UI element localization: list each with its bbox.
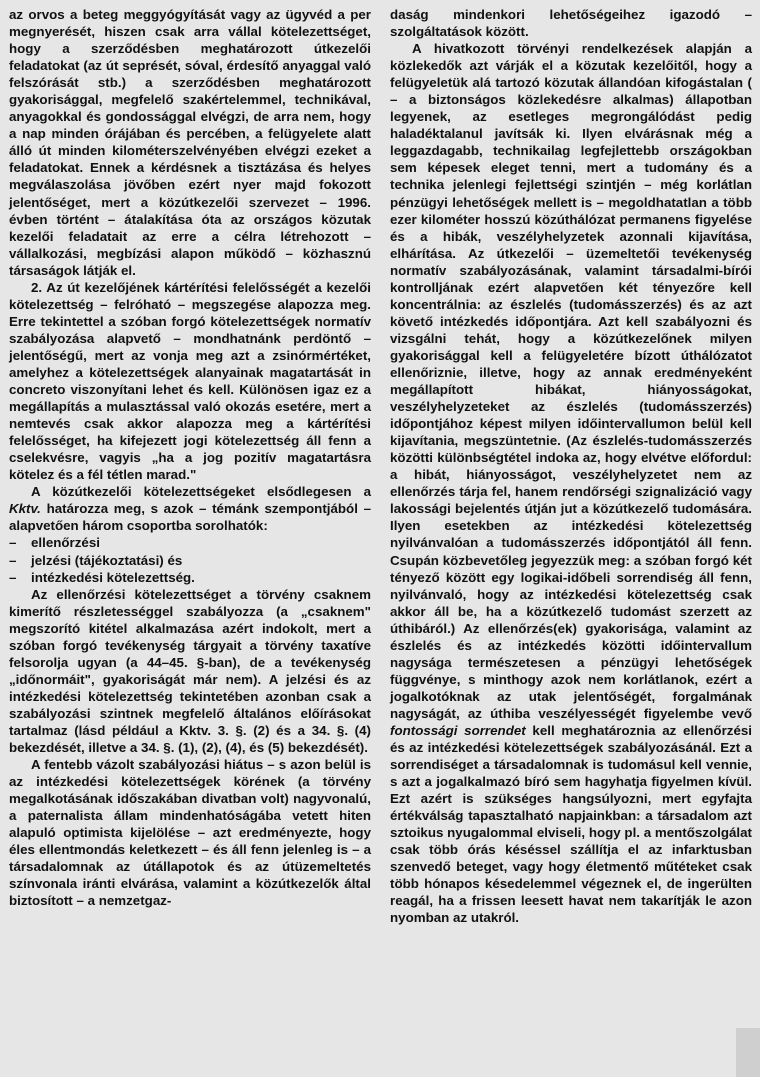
left-paragraph-2: 2. Az út kezelőjének kártérítési felelősségét a kezelői kötelezettség – felróható – megszegése alapozza meg. Erre tekintettel a szóban forgó kötelezettségek normatív szabályozása alapvető – mondhatnánk perdöntő – jelentőségű, mert az vonja meg azt a zsinórmértéket, amelyhez a kötelezettségek alanyainak magatartását in concreto viszonyítani lehet és kell. Különösen igaz ez a megállapítás a mulasztással való okozás esetére, mert a nemtevés csak akkor alapozza meg a kártérítési felelősséget, ha kifejezett jogi kötelezettség áll fenn a cselekvésre, vagyis „ha a jog pozitív magatartásra kötelez és a fél tétlen marad." bbox=[9, 279, 371, 483]
priority-order-emphasis: fontossági sorrendet bbox=[390, 722, 526, 738]
right-paragraph-2-start: A hivatkozott törvényi rendelkezések alapján a közlekedők azt várják el a közutak kezelőitől, hogy a felügyeletük alá tartozó közutak állandóan kifogástalan ( – a biztonságos közlekedésre alkalmas) állapotban legyenek, az esetleges megrongálódást pedig haladéktalanul javítsák ki. Ilyen elvárásnak még a leggazdagabb, technikailag legfejlettebb országokban sem képesek eleget tenni, mert a tudomány és a technika jelenlegi fejlettségi szintjén – még korlátlan pénzügyi lehetőségek mellett is – megoldhatatlan a több ezer kilométer hosszú közúthálózat permanens figyelése és a hibák, veszélyhelyzetek azonnali kijavítása, elhárítása. Az útkezelői – üzemeltetői tevékenység normatív szabályozásának, valamint társadalmi-bírói kontrolljának ezért alapvetően két tényezőre kell koncentrálnia: az észlelés (tudomásszerzés) és az azt követő intézkedés időpontjára. Azt kell szabályozni és vizsgálni tehát, hogy a közútkezelőnek milyen gyakorisággal kell a felügyeletére bízott úthálózatot ellenőriznie, illetve, hogy az annak eredményeként megállapított hibákat, hiányosságokat, veszélyhelyzeteket az észlelés (tudomásszerzés) időpontjához képest milyen időintervallumon belül kell kijavítania, megszüntetnie. (Az észlelés-tudomásszerzés közötti különbségtétel indoka az, hogy elvétve előfordul: a hibát, hiányosságot, veszélyhelyzetet nem az ellenőrzés tárja fel, hanem rendőrségi szignalizáció vagy lakossági bejelentés útján jut a közútkezelő tudomására. Ilyen esetekben az intézkedési kötelezettség nyilvánvalóan a tudomásszerzés időpontjától áll fenn. Csupán közbevetőleg jegyezzük meg: a szóban forgó két tényező között egy logikai-időbeli sorrendiség áll fenn, nyilvánvaló, hogy az intézkedési kötelezettség csak akkor áll be, ha a közútkezelő tudomást szerzett az úthibáról.) Az ellenőrzés(ek) gyakorisága, valamint az észlelés és az intézkedés közötti időintervallum nagysága természetesen a pénzügyi lehetőségek függvénye, s minthogy azok nem korlátlanok, ezért a jogalkotóknak az utak jelentőségét, forgalmának nagyságát, az úthiba veszélyességét figyelembe vevő bbox=[390, 41, 752, 721]
left-paragraph-3-start: A közútkezelői kötelezettségeket elsődlegesen a bbox=[31, 484, 371, 500]
list-item: – ellenőrzési bbox=[9, 534, 371, 551]
left-paragraph-5: A fentebb vázolt szabályozási hiátus – s azon belül is az intézkedési kötelezettségek körének (a törvény megalkotásának időszakában divatban volt) nagyvonalú, a paternalista állam mindenhatóságába vetett hiten alapuló optimista kijelölése – azt eredményezte, hogy éles ellentmondás keletkezett – és áll fenn jelenleg is – a társadalomnak az útállapotok és az útüzemeltetés színvonala iránti elvárása, valamint a közútkezelők által biztosított – a nemzetgaz- bbox=[9, 757, 371, 909]
page-corner-shadow bbox=[736, 1028, 760, 1077]
kktv-abbreviation: Kktv. bbox=[9, 501, 41, 517]
left-paragraph-3-end: határozza meg, s azok – témánk szempontjából – alapvetően három csoportba sorolhatók: bbox=[9, 501, 371, 534]
left-paragraph-4: Az ellenőrzési kötelezettséget a törvény csaknem kimerítő részletességgel szabályozza (a „csaknem" megszorító kitétel alkalmazása azért indokolt, mert a szóban forgó tevékenység tárgyait a törvény taxatíve felsorolja ugyan (a 44–45. §-ban), de a tevékenység „időnormáit", gyakoriságát már nem). A jelzési és az intézkedési kötelezettség tekintetében azonban csak a szabályozási szintnek megfelelő általános előírásokat tartalmaz (lásd például a Kktv. 3. §. (2) és a 34. §. (4) bekezdését, illetve a 34. §. (1), (2), (4), és (5) bekezdését). bbox=[9, 586, 371, 756]
right-paragraph-2-end: kell meghatároznia az ellenőrzési és az intézkedési kötelezettségek szabályozásánál. Ezt a sorrendiséget a társadalomnak is tudomásul kell vennie, s azt a jogalkalmazó bíró sem hagyhatja figyelmen kívül. Ezt azért is szükséges hangsúlyozni, mert egyfajta értékválság tapasztalható napjainkban: a társadalom azt sztoikus nyugalommal elviseli, hogy pl. a mentőszolgálat csak több órás késéssel szállítja el az infarktusban szenvedő beteget, vagy hogy életmentő műtéteket csak több hónapos késedelemmel végeznek el, de ingerülten reagál, ha a frissen leesett havat nem takarítják le azon nyomban az utakról. bbox=[390, 722, 753, 926]
right-column bbox=[390, 6, 752, 927]
left-paragraph-3 bbox=[9, 483, 371, 534]
list-item: – intézkedési kötelezettség. bbox=[9, 569, 371, 586]
list-item: – jelzési (tájékoztatási) és bbox=[9, 552, 371, 569]
right-paragraph-1: daság mindenkori lehetőségeihez igazodó – szolgáltatások között. bbox=[390, 7, 752, 40]
left-column bbox=[9, 6, 371, 909]
left-paragraph-1: az orvos a beteg meggyógyítását vagy az ügyvéd a per megnyerését, hiszen csak arra vállal kötelezettséget, hogy a szerződésben meghatározott útkezelői feladatokat (az út seprését, sóval, érdesítő anyaggal való felszórását stb.) a szerződésben meghatározott gyakorisággal, megfelelő szakértelemmel, technikával, anyagokkal és gondossággal elvégzi, de arra nem, hogy a nap minden órájában és percében, a felügyelete alatt álló út minden kilométerszelvényében elvégzi ezeket a feladatokat. Ennek a kérdésnek a tisztázása és helyes megválaszolása jövőben ezért nyer majd fokozott jelentőséget, mert a közútkezelői szervezet – 1996. évben történt – átalakítása óta az országos közutak kezelői feladatait az erre a célra létrehozott – vállalkozási, megbízási alapon működő – közhasznú társaságok látják el. bbox=[9, 7, 371, 278]
obligation-list bbox=[9, 534, 371, 585]
right-paragraph-2 bbox=[390, 40, 752, 926]
